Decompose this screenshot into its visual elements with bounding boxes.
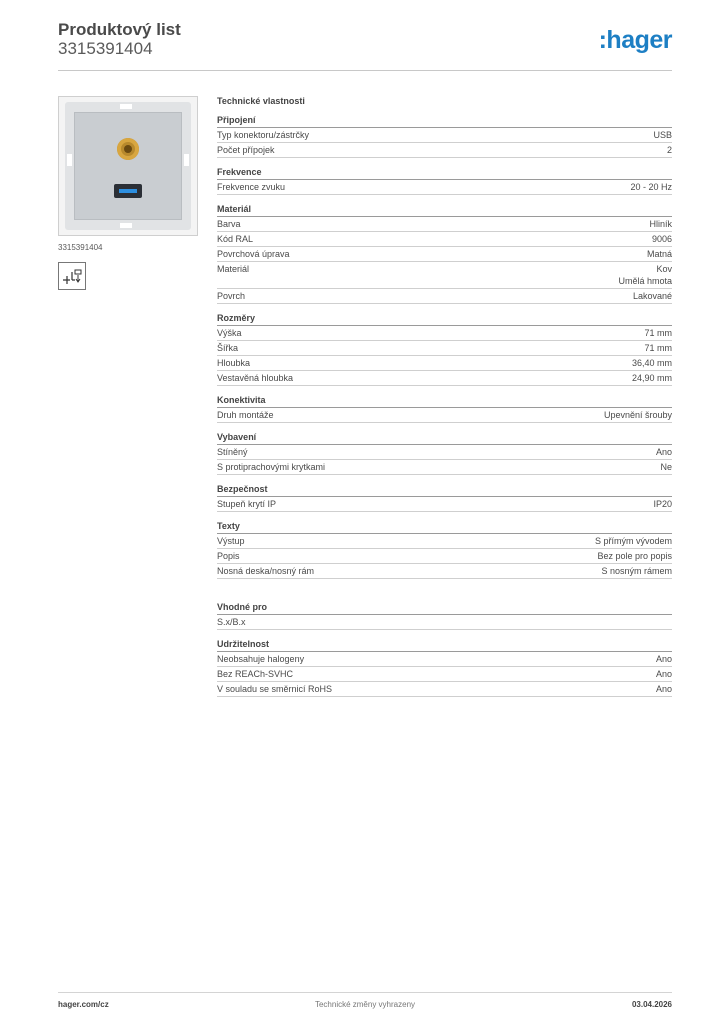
spec-row	[217, 356, 672, 371]
spec-value	[604, 409, 672, 421]
spec-value-line: USB	[653, 130, 672, 140]
spec-label: Druh montáže	[217, 410, 274, 420]
product-number: 3315391404	[58, 39, 153, 58]
spec-value-line: Upevnění šrouby	[603, 410, 672, 420]
spec-row	[217, 341, 672, 356]
spec-group	[217, 430, 672, 475]
spec-group	[217, 393, 672, 423]
document-title: Produktový list	[58, 20, 181, 39]
spec-label: Výška	[217, 328, 242, 338]
spec-value	[633, 290, 672, 302]
spec-label: Výstup	[217, 536, 245, 546]
spec-label: Frekvence zvuku	[217, 182, 286, 192]
spec-value-line: 2	[666, 145, 672, 155]
spec-label: Popis	[217, 551, 240, 561]
spec-row	[217, 497, 672, 512]
spec-label: S protiprachovými krytkami	[217, 462, 326, 472]
spec-row	[217, 682, 672, 697]
spec-row	[217, 460, 672, 475]
spec-value	[649, 218, 672, 230]
spec-value	[644, 342, 672, 354]
spec-value-line: Ano	[655, 684, 672, 694]
spec-row	[217, 408, 672, 423]
spec-row	[217, 217, 672, 232]
socket-symbol-icon	[58, 262, 86, 290]
spec-value	[653, 129, 672, 141]
spec-value-line: Kov	[656, 264, 672, 274]
spec-label: Povrchová úprava	[217, 249, 290, 259]
spec-label: Bez REACh-SVHC	[217, 669, 294, 679]
spec-label: Stupeň krytí IP	[217, 499, 277, 509]
spec-value	[630, 181, 672, 193]
spec-group-title: Bezpečnost	[217, 482, 672, 497]
spec-row	[217, 326, 672, 341]
spec-group-title: Připojení	[217, 113, 672, 128]
spec-label: Kód RAL	[217, 234, 254, 244]
spec-value	[644, 327, 672, 339]
spec-value-line: 71 mm	[644, 328, 672, 338]
product-image	[58, 96, 198, 236]
spec-group-title: Udržitelnost	[217, 637, 672, 652]
spec-group	[217, 519, 672, 579]
spec-value	[601, 565, 672, 577]
spec-value	[656, 668, 672, 680]
spec-value	[660, 461, 672, 473]
spec-label: Šířka	[217, 343, 239, 353]
spec-group	[217, 202, 672, 304]
spec-group-title: Rozměry	[217, 311, 672, 326]
spec-group	[217, 482, 672, 512]
spec-group	[217, 600, 672, 630]
spec-label: Typ konektoru/zástrčky	[217, 130, 310, 140]
spec-value-line: Ano	[655, 669, 672, 679]
page-header	[58, 20, 672, 71]
spec-value-line: IP20	[653, 499, 672, 509]
spec-group	[217, 113, 672, 158]
spec-group-title: Vhodné pro	[217, 600, 672, 615]
spec-label: Nosná deska/nosný rám	[217, 566, 315, 576]
spec-value-line: Bez pole pro popis	[597, 551, 672, 561]
audio-jack-icon	[117, 138, 139, 160]
spec-value-line: 20 - 20 Hz	[630, 182, 672, 192]
spec-group-title: Frekvence	[217, 165, 672, 180]
spec-label: Hloubka	[217, 358, 251, 368]
spec-value	[656, 446, 672, 458]
footer-date: 03.04.2026	[631, 1000, 672, 1009]
spec-row	[217, 549, 672, 564]
spec-label: Neobsahuje halogeny	[217, 654, 305, 664]
spec-value	[652, 233, 672, 245]
spec-table	[217, 113, 672, 704]
spec-row	[217, 564, 672, 579]
spec-row	[217, 232, 672, 247]
spec-label: Počet přípojek	[217, 145, 275, 155]
usb-port-icon	[114, 184, 142, 198]
spec-row	[217, 371, 672, 386]
spec-value	[597, 550, 672, 562]
spec-label: Barva	[217, 219, 241, 229]
spec-value-line: 36,40 mm	[631, 358, 672, 368]
spec-label: Vestavěná hloubka	[217, 373, 294, 383]
spec-value-line: Matná	[646, 249, 672, 259]
spec-value	[656, 683, 672, 695]
spec-group-title: Konektivita	[217, 393, 672, 408]
spec-value	[653, 498, 672, 510]
spec-value-line: 71 mm	[644, 343, 672, 353]
footer-disclaimer: Technické změny vyhrazeny	[314, 1000, 416, 1009]
spec-label: S.x/B.x	[217, 617, 246, 627]
footer-website-link[interactable]: hager.com/cz	[58, 1000, 109, 1009]
spec-row	[217, 289, 672, 304]
spec-row	[217, 262, 672, 289]
spec-row	[217, 143, 672, 158]
spec-value	[618, 263, 672, 287]
spec-row	[217, 128, 672, 143]
spec-label: Stíněný	[217, 447, 248, 457]
image-caption: 3315391404	[58, 243, 103, 252]
spec-value	[595, 535, 672, 547]
spec-group	[217, 311, 672, 386]
spec-group-title: Vybavení	[217, 430, 672, 445]
spec-value-line: Ano	[655, 654, 672, 664]
spec-value	[632, 372, 672, 384]
section-title: Technické vlastnosti	[217, 96, 305, 106]
spec-group	[217, 165, 672, 195]
spec-row	[217, 180, 672, 195]
spec-row	[217, 615, 672, 630]
spec-value	[667, 144, 672, 156]
spec-label: Povrch	[217, 291, 246, 301]
spec-value-line: Hliník	[649, 219, 672, 229]
spec-row	[217, 247, 672, 262]
spec-value-line: S přímým vývodem	[594, 536, 672, 546]
spec-value-line: Ano	[655, 447, 672, 457]
page-footer	[58, 992, 672, 1013]
spec-group-title: Texty	[217, 519, 672, 534]
spec-row	[217, 652, 672, 667]
spec-value-line: Umělá hmota	[618, 276, 672, 286]
spec-row	[217, 445, 672, 460]
spec-label: V souladu se směrnicí RoHS	[217, 684, 333, 694]
cover-plate	[74, 112, 182, 220]
spec-label: Materiál	[217, 264, 250, 274]
spec-value-line: 24,90 mm	[631, 373, 672, 383]
spec-row	[217, 534, 672, 549]
spec-value	[656, 653, 672, 665]
spec-row	[217, 667, 672, 682]
spec-value-line: Ne	[660, 462, 672, 472]
hager-logo: :hager	[598, 26, 672, 54]
spec-group-title: Materiál	[217, 202, 672, 217]
spec-value	[647, 248, 672, 260]
spec-group	[217, 637, 672, 697]
spec-value-line: S nosným rámem	[601, 566, 672, 576]
spec-value-line: Lakované	[632, 291, 672, 301]
spec-value-line: 9006	[651, 234, 672, 244]
spec-value	[632, 357, 672, 369]
